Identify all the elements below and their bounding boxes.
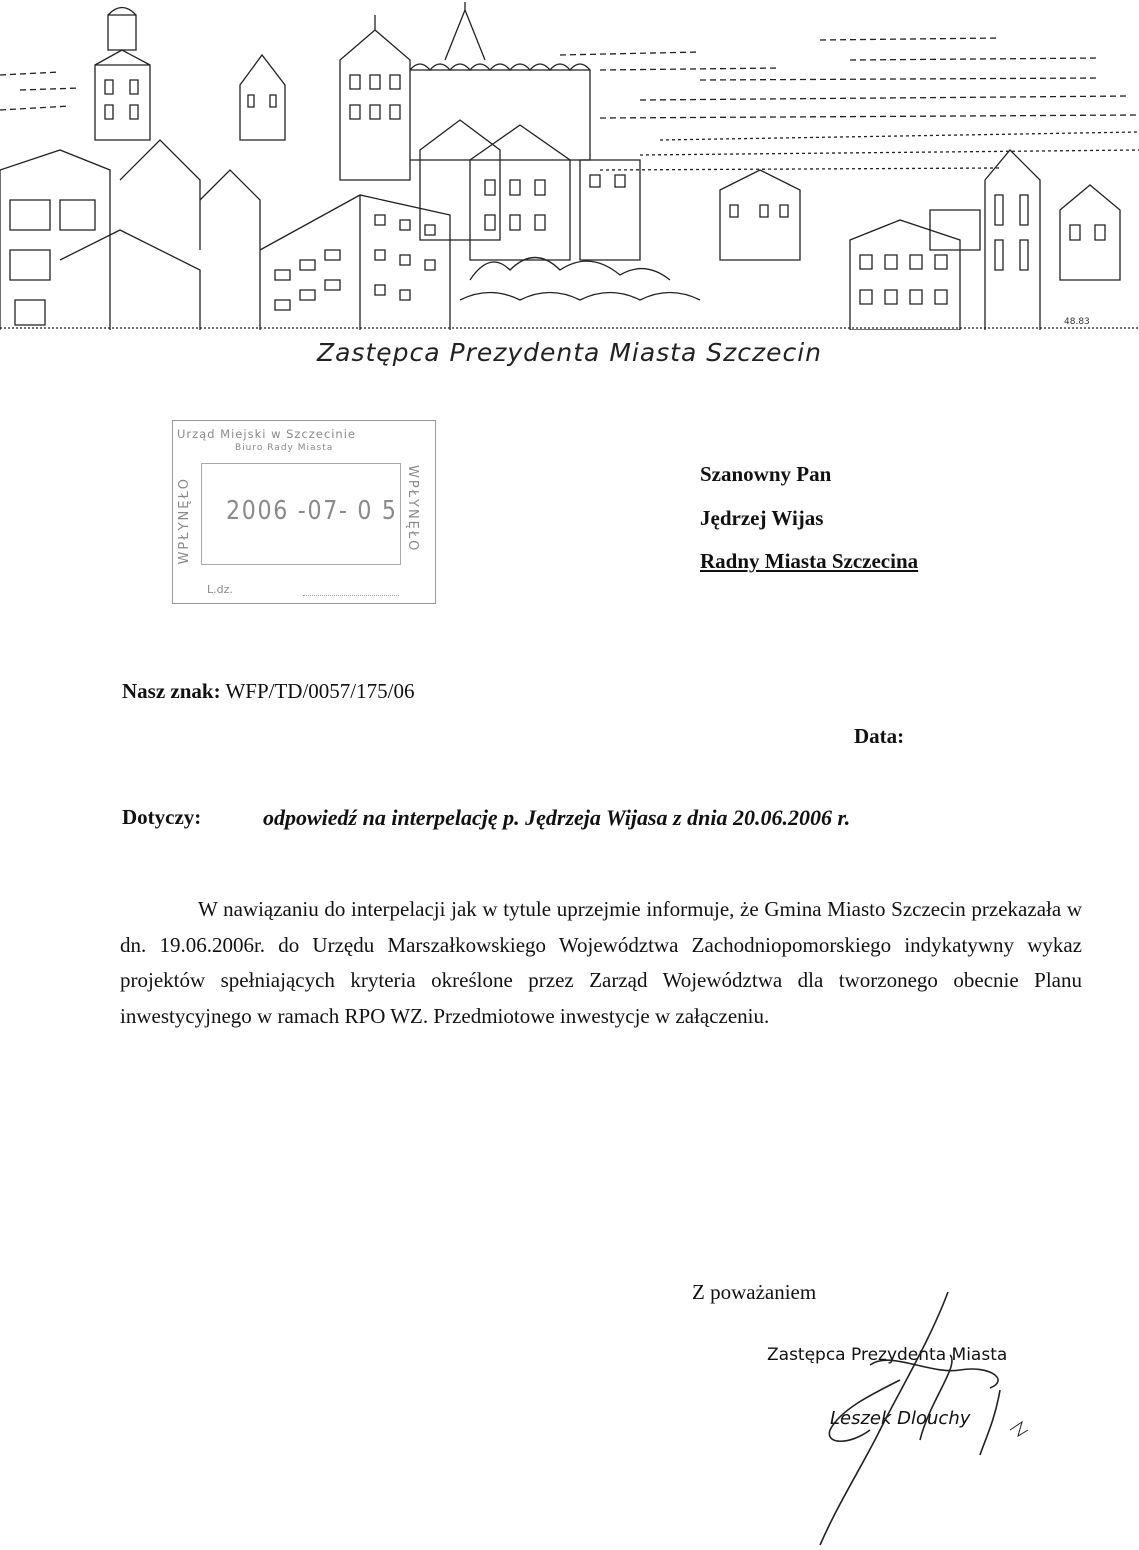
stamp-date: 2006 -07- 0 5 <box>226 496 398 526</box>
office-title: Zastępca Prezydenta Miasta Szczecin <box>316 338 823 367</box>
handwritten-signature <box>780 1280 1040 1550</box>
stamp-side-left: WPŁYNĘŁO <box>177 477 192 565</box>
artist-mark: 48.83 <box>1064 317 1090 327</box>
reference-label: Nasz znak: <box>122 679 221 703</box>
signatory-title: Zastępca Prezydenta Miasta <box>767 1345 1008 1365</box>
stamp-side-right: WPŁYNĘŁO <box>405 465 420 553</box>
signatory-name: Leszek Dlouchy <box>830 1408 971 1429</box>
letterhead-skyline-illustration <box>0 0 1139 330</box>
stamp-line2: Biuro Rady Miasta <box>235 443 334 453</box>
recipient-role: Radny Miasta Szczecina <box>700 549 919 573</box>
date-label: Data: <box>854 724 905 748</box>
closing-phrase: Z poważaniem <box>692 1280 817 1304</box>
body-paragraph: W nawiązaniu do interpelacji jak w tytule uprzejmie informuje, że Gmina Miasto Szczecin przekazała w dn. 19.06.2006r. do Urzędu Marszałkowskiego Województwa Zachodniopomorskiego indykatywny wykaz projektów spełniających kryteria określone przez Zarząd Województwa dla tworzonego obecnie Planu inwestycyjnego w ramach RPO WZ. Przedmiotowe inwestycje w załączeniu. <box>120 897 1082 1028</box>
stamp-footer: L.dz. <box>207 583 233 596</box>
recipient-salutation: Szanowny Pan <box>700 462 832 486</box>
reference-value: WFP/TD/0057/175/06 <box>225 679 415 703</box>
subject-label: Dotyczy: <box>122 805 202 829</box>
receipt-stamp <box>172 420 436 604</box>
stamp-date-box <box>201 463 401 565</box>
recipient-name: Jędrzej Wijas <box>700 506 824 530</box>
stamp-dotted-line <box>303 595 399 596</box>
reference-line <box>122 679 414 704</box>
stamp-line1: Urząd Miejski w Szczecinie <box>177 427 356 441</box>
subject-value: odpowiedź na interpelację p. Jędrzeja Wijasa z dnia 20.06.2006 r. <box>263 805 851 830</box>
